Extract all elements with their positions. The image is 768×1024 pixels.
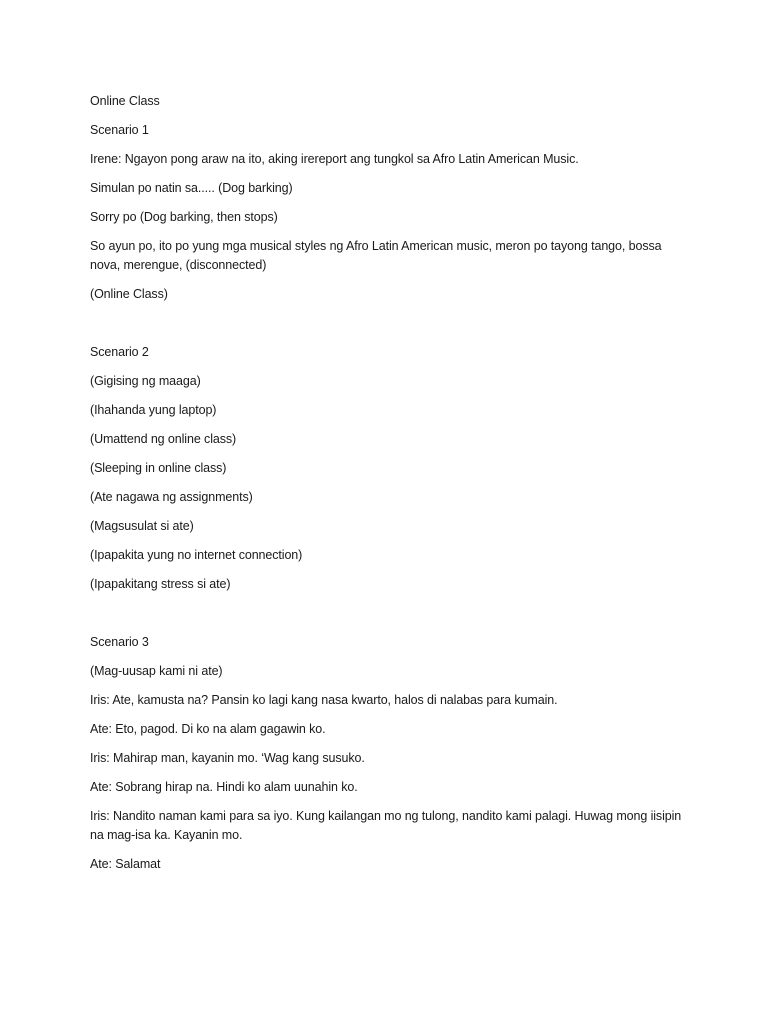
scenario-1-line: Irene: Ngayon pong araw na ito, aking irereport ang tungkol sa Afro Latin American Music. [90, 152, 579, 166]
scenario-3-line: Iris: Nandito naman kami para sa iyo. Kung kailangan mo ng tulong, nandito kami palagi. Huwag mong iisipin na mag-isa ka. Kayanin mo. [90, 809, 682, 842]
scenario-3-line: (Mag-uusap kami ni ate) [90, 664, 223, 678]
scenario-3-line: Iris: Ate, kamusta na? Pansin ko lagi kang nasa kwarto, halos di nalabas para kumain. [90, 693, 558, 707]
scenario-3-heading: Scenario 3 [90, 635, 149, 649]
scenario-2-heading: Scenario 2 [90, 345, 149, 359]
scenario-1-line: So ayun po, ito po yung mga musical styles ng Afro Latin American music, meron po tayong tango, bossa nova, merengue, (disconnected) [90, 239, 662, 272]
document-title: Online Class [90, 94, 160, 108]
scenario-1-line: Simulan po natin sa..... (Dog barking) [90, 181, 293, 195]
scenario-2-line: (Ipapakitang stress si ate) [90, 577, 231, 591]
section-gap [90, 604, 690, 633]
scenario-3-line: Ate: Salamat [90, 857, 161, 871]
scenario-3-line: Ate: Sobrang hirap na. Hindi ko alam uunahin ko. [90, 780, 358, 794]
scenario-2-line: (Gigising ng maaga) [90, 374, 201, 388]
scenario-2-line: (Ipapakita yung no internet connection) [90, 548, 303, 562]
document-content [90, 92, 690, 884]
section-gap [90, 314, 690, 343]
scenario-2-line: (Ate nagawa ng assignments) [90, 490, 253, 504]
scenario-2-line: (Sleeping in online class) [90, 461, 227, 475]
scenario-2-line: (Umattend ng online class) [90, 432, 237, 446]
scenario-1-heading: Scenario 1 [90, 123, 149, 137]
scenario-2-line: (Ihahanda yung laptop) [90, 403, 217, 417]
scenario-3-line: Iris: Mahirap man, kayanin mo. ‘Wag kang susuko. [90, 751, 365, 765]
scenario-1-line: Sorry po (Dog barking, then stops) [90, 210, 278, 224]
scenario-1-line: (Online Class) [90, 287, 168, 301]
scenario-3-line: Ate: Eto, pagod. Di ko na alam gagawin ko. [90, 722, 326, 736]
scenario-2-line: (Magsusulat si ate) [90, 519, 194, 533]
